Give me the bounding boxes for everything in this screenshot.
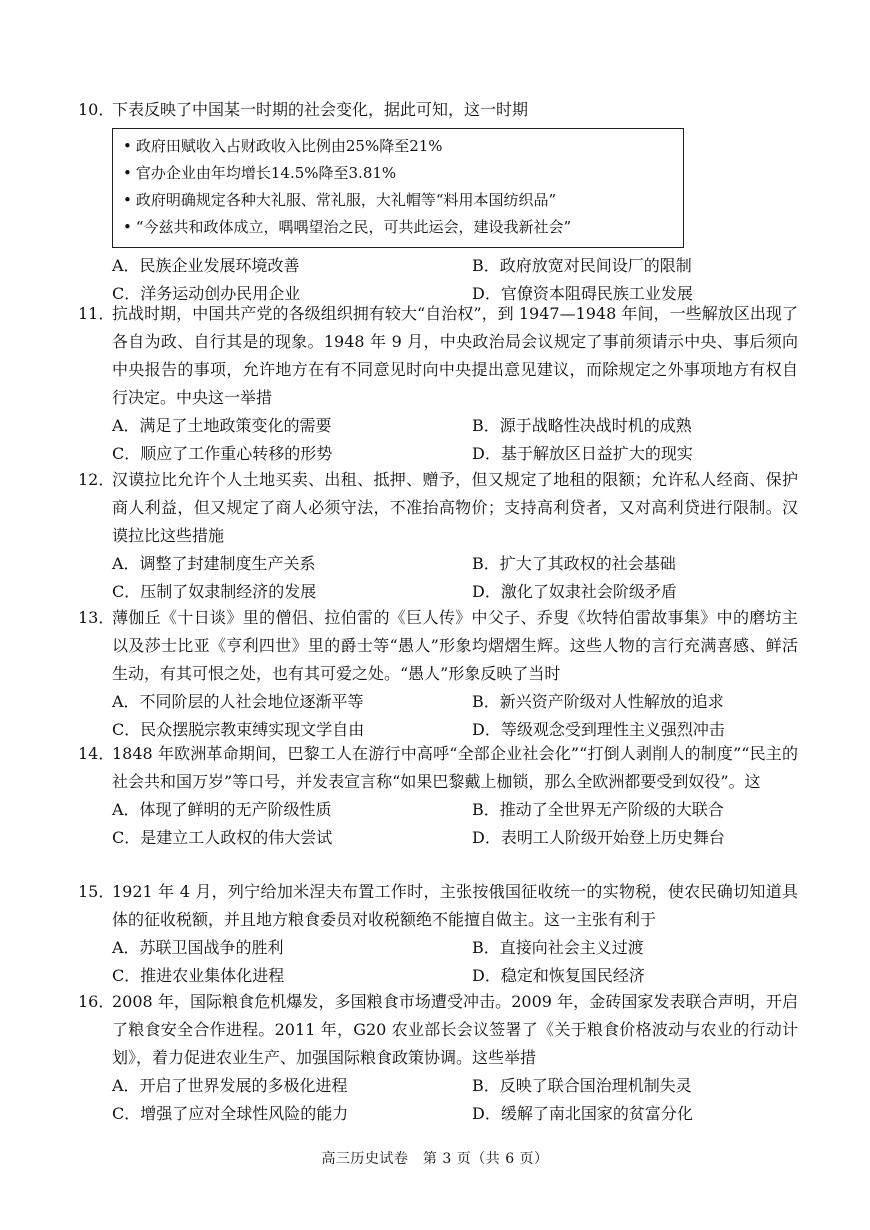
question-16 [78,988,798,1128]
question-stem [78,988,798,1072]
option-a: A．满足了土地政策变化的需要 [112,416,332,435]
question-stem [78,604,798,688]
option-d: D．稳定和恢复国民经济 [472,966,645,985]
options [112,550,798,606]
question-text: 1921 年 4 月，列宁给加米涅夫布置工作时，主张按俄国征收统一的实物税，使农民确切知道具体的征收税额，并且地方粮食委员对收税额绝不能擅自做主。这一主张有利于 [112,882,798,929]
option-a: A．民族企业发展环境改善 [112,256,300,275]
option-b: B．政府放宽对民间设厂的限制 [472,256,692,275]
option-c: C．推进农业集体化进程 [112,966,285,985]
question-number: 11． [78,304,115,323]
question-stem [78,466,798,550]
option-b: B．直接向社会主义过渡 [472,938,644,957]
option-c: C．洋务运动创办民用企业 [112,284,301,303]
question-11 [78,300,798,468]
question-text: 抗战时期，中国共产党的各级组织拥有较大“自治权”，到 1947—1948 年间，一些解放区出现了各自为政、自行其是的现象。1948 年 9 月，中央政治局会议规定了事前须请示中央、事后须向中央报告的事项，允许地方在有不同意见时向中央提出意见建议，而除规定之外事项地方有权自行决定。中央这一举措 [112,304,798,407]
question-stem [78,96,798,124]
question-stem [78,878,798,934]
question-text: 下表反映了中国某一时期的社会变化，据此可知，这一时期 [112,100,529,119]
question-number: 12． [78,470,115,489]
question-12 [78,466,798,606]
option-b: B．扩大了其政权的社会基础 [472,554,676,573]
option-d: D．基于解放区日益扩大的现实 [472,444,693,463]
question-text: 2008 年，国际粮食危机爆发，多国粮食市场遭受冲击。2009 年，金砖国家发表联合声明，开启了粮食安全合作进程。2011 年，G20 农业部长会议签署了《关于粮食价格波动与农业的行动计划》，着力促进农业生产、加强国际粮食政策协调。这些举措 [112,992,798,1067]
table-item: • 政府田赋收入占财政收入比例由25%降至21% [123,133,683,160]
option-c: C．增强了应对全球性风险的能力 [112,1104,349,1123]
option-c: C．是建立工人政权的伟大尝试 [112,828,333,847]
option-d: D．表明工人阶级开始登上历史舞台 [472,828,725,847]
option-c: C．民众摆脱宗教束缚实现文学自由 [112,720,365,739]
option-a: A．体现了鲜明的无产阶级性质 [112,800,332,819]
option-d: D．缓解了南北国家的贫富分化 [472,1104,693,1123]
question-text: 薄伽丘《十日谈》里的僧侣、拉伯雷的《巨人传》中父子、乔叟《坎特伯雷故事集》中的磨坊主以及莎士比亚《亨利四世》里的爵士等“愚人”形象均熠熠生辉。这些人物的言行充满喜感、鲜活生动，有其可恨之处，也有其可爱之处。“愚人”形象反映了当时 [112,608,798,683]
question-number: 15． [78,882,115,901]
question-10 [78,96,798,308]
options [112,934,798,990]
question-15 [78,878,798,990]
question-stem [78,740,798,796]
options [112,688,798,744]
table-item: • “今兹共和政体成立，喁喁望治之民，可共此运会，建设我新社会” [123,214,683,241]
option-a: A．不同阶层的人社会地位逐渐平等 [112,692,364,711]
question-number: 14． [78,744,115,763]
option-b: B．新兴资产阶级对人性解放的追求 [472,692,724,711]
option-c: C．顺应了工作重心转移的形势 [112,444,333,463]
data-table-box [112,128,684,248]
table-item: • 政府明确规定各种大礼服、常礼服，大礼帽等“料用本国纺织品” [123,187,683,214]
option-b: B．反映了联合国治理机制失灵 [472,1076,692,1095]
question-text: 汉谟拉比允许个人土地买卖、出租、抵押、赠予，但又规定了地租的限额；允许私人经商、保护商人利益，但又规定了商人必须守法，不准抬高物价；支持高利贷者，又对高利贷进行限制。汉谟拉比这些措施 [112,470,798,545]
options [112,1072,798,1128]
option-b: B．推动了全世界无产阶级的大联合 [472,800,724,819]
option-a: A．苏联卫国战争的胜利 [112,938,284,957]
option-d: D．等级观念受到理性主义强烈冲击 [472,720,725,739]
option-d: D．官僚资本阻碍民族工业发展 [472,284,693,303]
option-c: C．压制了奴隶制经济的发展 [112,582,317,601]
option-b: B．源于战略性决战时机的成熟 [472,416,692,435]
options [112,412,798,468]
question-number: 10． [78,100,115,119]
option-a: A．开启了世界发展的多极化进程 [112,1076,348,1095]
question-14 [78,740,798,852]
option-d: D．激化了奴隶社会阶级矛盾 [472,582,677,601]
options [112,796,798,852]
question-stem [78,300,798,412]
option-a: A．调整了封建制度生产关系 [112,554,316,573]
question-number: 13． [78,608,115,627]
page-footer: 高三历史试卷 第 3 页（共 6 页） [321,1151,549,1167]
table-item: • 官办企业由年均增长14.5%降至3.81% [123,160,683,187]
question-13 [78,604,798,744]
question-number: 16． [78,992,115,1011]
question-text: 1848 年欧洲革命期间，巴黎工人在游行中高呼“全部企业社会化”“打倒人剥削人的制度”“民主的社会共和国万岁”等口号，并发表宣言称“如果巴黎戴上枷锁，那么全欧洲都要受到奴役”。这 [112,744,798,791]
